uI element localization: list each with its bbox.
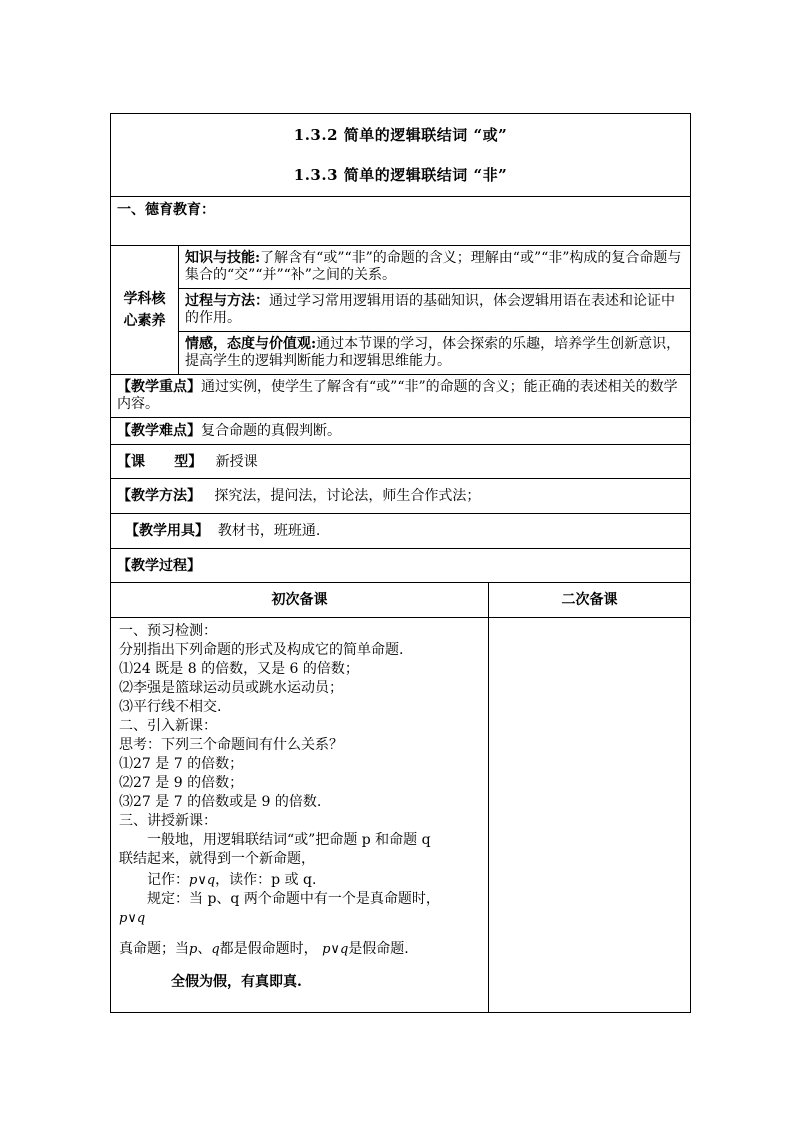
key-points-text: 通过实例，使学生了解含有“或”“非”的命题的含义；能正确的表述相关的数学内容。 (117, 379, 678, 412)
tools-text: 教材书，班班通. (217, 523, 321, 539)
key-points-label: 【教学重点】 (117, 379, 201, 395)
content-line: 一、预习检测： (119, 623, 217, 639)
content-line: 三、讲授新课： (119, 813, 217, 829)
content-line: 二、引入新课： (119, 718, 217, 734)
moral-education: 一、德育教育： (111, 197, 691, 246)
notation-suffix: ，读作：p 或 q. (215, 872, 317, 888)
rule-line2-c: 是假命题. (348, 941, 409, 957)
core-label-line-2: 心素养 (123, 313, 166, 329)
emotion-attitude-values (179, 332, 691, 375)
rule-line2-math: p∨q (322, 942, 349, 957)
rule-math: p∨q (119, 911, 146, 926)
difficulty (111, 418, 691, 445)
knowledge-text: 了解含有“或”“非”的命题的含义；理解由“或”“非”构成的复合命题与集合的“交”“并”“补”之间的关系。 (185, 250, 682, 283)
first-prep-header: 初次备课 (111, 583, 489, 618)
title-cell (111, 114, 691, 197)
content-line: ⑴24 既是 8 的倍数，又是 6 的倍数； (119, 661, 359, 677)
title-line-1: 1.3.2 简单的逻辑联结词 “或” (293, 126, 508, 144)
key-points (111, 375, 691, 418)
rule-line-2 (119, 940, 480, 959)
content-line: 思考：下列三个命题间有什么关系？ (119, 737, 343, 753)
first-prep-content (111, 618, 489, 1013)
difficulty-label: 【教学难点】 (117, 422, 201, 439)
rule-line2-b: 都是假命题时， (219, 941, 318, 957)
lesson-type (111, 445, 691, 479)
definition-line-1: 一般地，用逻辑联结词“或”把命题 p 和命题 q (147, 832, 431, 848)
difficulty-text: 复合命题的真假判断。 (201, 422, 341, 439)
tools-label: 【教学用具】 (125, 523, 209, 539)
content-line: 分别指出下列命题的形式及构成它的简单命题. (119, 642, 404, 658)
knowledge-skills (179, 246, 691, 289)
core-label-line-1: 学科核 (123, 291, 166, 307)
second-prep-content (489, 618, 691, 1013)
rule-line2-q: q (211, 942, 220, 957)
method-text: 探究法，提问法，讨论法，师生合作式法； (214, 488, 481, 504)
summary-text: 全假为假，有真即真. (171, 974, 302, 990)
title-line-2: 1.3.3 简单的逻辑联结词 “非” (293, 166, 508, 184)
rule-line2-a: 真命题；当 (119, 941, 189, 957)
content-line: ⑶27 是 7 的倍数或是 9 的倍数. (119, 794, 322, 810)
teaching-process-label: 【教学过程】 (111, 549, 691, 583)
process-methods (179, 289, 691, 332)
rule-line2-sep: 、 (197, 941, 212, 957)
definition-line-2: 联结起来，就得到一个新命题， (119, 851, 315, 867)
lesson-type-label: 【课 型】 (117, 453, 203, 470)
lesson-type-text: 新授课 (215, 453, 258, 470)
content-line: ⑶平行线不相交. (119, 699, 222, 715)
method-label: 【教学方法】 (117, 488, 201, 504)
notation-prefix: 记作： (147, 872, 189, 888)
content-line: ⑴27 是 7 的倍数； (119, 756, 244, 772)
second-prep-header: 二次备课 (489, 583, 691, 618)
emotion-text: 通过本节课的学习，体会探索的乐趣，培养学生创新意识，提高学生的逻辑判断能力和逻辑思维能力。 (185, 336, 681, 369)
rule-line2-p: p (189, 942, 198, 957)
content-line: ⑵李强是篮球运动员或跳水运动员； (119, 680, 343, 696)
teaching-method (111, 479, 691, 514)
notation-line (119, 871, 480, 890)
knowledge-title: 知识与技能: (185, 250, 261, 266)
content-line: ⑵27 是 9 的倍数； (119, 775, 244, 791)
process-title: 过程与方法： (185, 293, 269, 309)
rule-line: 规定：当 p、q 两个命题中有一个是真命题时， (147, 891, 440, 907)
notation-math: p∨q (189, 873, 216, 888)
lesson-plan-page (110, 113, 690, 1013)
process-text: 通过学习常用逻辑用语的基础知识，体会逻辑用语在表述和论证中的作用。 (185, 293, 675, 326)
teaching-tools (111, 514, 691, 549)
lesson-plan-table (110, 113, 691, 1013)
emotion-title: 情感，态度与价值观: (185, 336, 317, 352)
core-literacy-label (111, 246, 179, 375)
